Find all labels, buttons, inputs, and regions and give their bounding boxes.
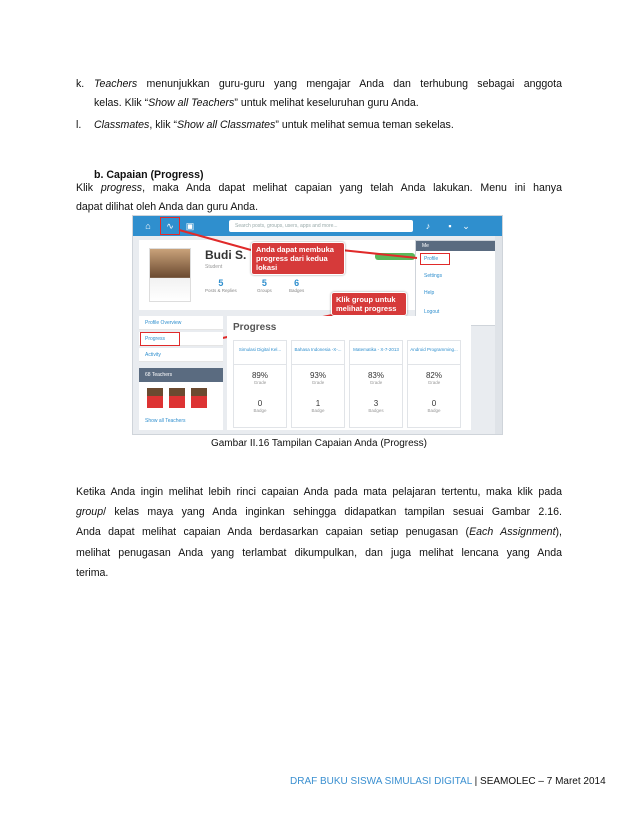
course-name: Bahasa Indonesia -X-... (292, 341, 344, 365)
show-all-teachers-term: Show all Teachers (148, 97, 235, 109)
course-badges: 1 (315, 399, 321, 408)
section-b-para-line1 (76, 181, 562, 195)
highlight-progress-nav (140, 332, 180, 346)
section-b-para-line2: dapat dilihat oleh Anda dan guru Anda. (76, 201, 259, 213)
progress-term: progress (100, 182, 143, 194)
teachers-header: 68 Teachers (139, 368, 223, 382)
item-k-line1 (94, 77, 562, 91)
item-k-line2-post: ” untuk melihat keseluruhan guru Anda. (234, 97, 419, 109)
para2-line3-post: ), (555, 526, 562, 538)
para2-line5: terima. (76, 567, 109, 579)
grade-label: Grade (427, 380, 441, 385)
classmates-term: Classmates (94, 119, 150, 131)
menu-item-profile: Profile (424, 256, 439, 262)
stat-badges-value: 6 (294, 278, 300, 288)
stat-groups-label: Groups (257, 288, 272, 293)
footer-book-title: DRAF BUKU SISWA SIMULASI DIGITAL (290, 776, 472, 787)
course-percent: 89% (251, 371, 268, 380)
list-marker-k: k. (76, 78, 85, 90)
course-name: Matematika - X-7-2013 (350, 341, 402, 365)
callout-open-progress: Anda dapat membuka progress dari kedua lokasi (251, 242, 345, 275)
course-card (291, 340, 345, 428)
profile-role: Student (205, 264, 223, 270)
para2-line1: Ketika Anda ingin melihat lebih rinci capaian Anda pada mata pelajaran tertentu, maka klik pada (76, 486, 562, 498)
callout-click-group: Klik group untuk melihat progress (331, 292, 407, 316)
course-percent: 82% (425, 371, 442, 380)
user-avatar-icon: ▪ (448, 221, 452, 231)
teachers-term: Teachers (94, 78, 138, 90)
grade-label: Grade (253, 380, 267, 385)
stat-badges-label: Badges (289, 288, 305, 293)
item-l-line (94, 118, 454, 132)
menu-item-logout: Logout (424, 309, 440, 315)
scrollbar (495, 236, 502, 434)
para2-line4: melihat penugasan Anda yang terlambat dikumpulkan, dan juga melihat lencana yang Anda (76, 547, 562, 559)
p1-post: , maka Anda dapat melihat capaian yang telah Anda lakukan. Menu ini hanya (142, 182, 562, 194)
item-k-line2-pre: kelas. Klik “ (94, 97, 149, 109)
para2-line2 (76, 505, 562, 519)
left-nav (139, 316, 223, 430)
nav-profile-overview: Profile Overview (139, 316, 223, 330)
item-l-mid: , klik “ (149, 119, 178, 131)
badge-label: Badges (368, 408, 384, 413)
stat-posts-value: 5 (218, 278, 224, 288)
search-input: Search posts, groups, users, apps and more... (229, 220, 413, 232)
footer-separator: | (471, 776, 481, 787)
menu-item-settings: Settings (424, 273, 443, 279)
para2-line3-pre: Anda dapat melihat capaian Anda berdasarkan capaian setiap penugasan ( (76, 526, 470, 538)
course-card (233, 340, 287, 428)
course-card (349, 340, 403, 428)
para2-line2-post: / kelas maya yang Anda inginkan sehingga didapatkan tampilan sesuai Gambar 2.16. (103, 506, 562, 518)
arrow-to-icon (179, 230, 251, 250)
menu-header: Me (416, 241, 496, 251)
course-badges: 0 (431, 399, 437, 408)
teachers-panel (139, 368, 223, 430)
stat-groups-value: 5 (261, 278, 267, 288)
badge-label: Badge (311, 408, 325, 413)
footer-publisher-date: SEAMOLEC – 7 Maret 2014 (480, 776, 606, 787)
item-k-line2 (94, 96, 419, 110)
stat-posts-label: Posts & Replies (205, 288, 237, 293)
badge-label: Badge (427, 408, 441, 413)
progress-pulse-icon: ∿ (166, 221, 174, 231)
item-k-line1-text: menunjukkan guru-guru yang mengajar Anda dan terhubung sebagai anggota (137, 78, 562, 90)
figure-screenshot (132, 215, 503, 435)
p1-pre: Klik (76, 182, 101, 194)
course-card (407, 340, 461, 428)
grade-label: Grade (311, 380, 325, 385)
nav-progress: Progress (139, 332, 223, 346)
para2-line3 (76, 525, 562, 539)
course-badges: 0 (257, 399, 263, 408)
progress-panel (227, 316, 471, 430)
list-marker-l: l. (76, 119, 82, 131)
section-heading (94, 168, 204, 182)
show-all-classmates-term: Show all Classmates (177, 119, 276, 131)
item-l-post: ” untuk melihat semua teman sekelas. (275, 119, 454, 131)
bell-icon: ♪ (425, 221, 431, 231)
teacher-photo (169, 388, 185, 408)
section-heading-text: b. Capaian (Progress) (94, 169, 204, 181)
progress-title: Progress (233, 322, 277, 333)
badge-label: Badge (253, 408, 267, 413)
backpack-icon: ▣ (185, 221, 195, 231)
teacher-photo (191, 388, 207, 408)
each-assignment-term: Each Assignment (469, 526, 556, 538)
menu-item-help: Help (424, 290, 435, 296)
show-all-teachers-link: Show all Teachers (145, 418, 186, 424)
figure-caption: Gambar II.16 Tampilan Capaian Anda (Progress) (210, 438, 428, 449)
group-term: group (76, 506, 104, 518)
course-badges: 3 (373, 399, 379, 408)
grade-label: Grade (369, 380, 383, 385)
arrow-to-menu (341, 250, 417, 258)
course-percent: 83% (367, 371, 384, 380)
course-name: Simulasi Digital Kel... (234, 341, 286, 365)
course-percent: 93% (309, 371, 326, 380)
profile-name: Budi S. (205, 248, 247, 262)
home-icon: ⌂ (145, 221, 151, 231)
nav-activity: Activity (139, 348, 223, 362)
chevron-down-icon: ⌄ (462, 221, 470, 231)
page-footer (290, 776, 606, 787)
teacher-photo (147, 388, 163, 408)
course-name: Android Programming... (408, 341, 460, 365)
